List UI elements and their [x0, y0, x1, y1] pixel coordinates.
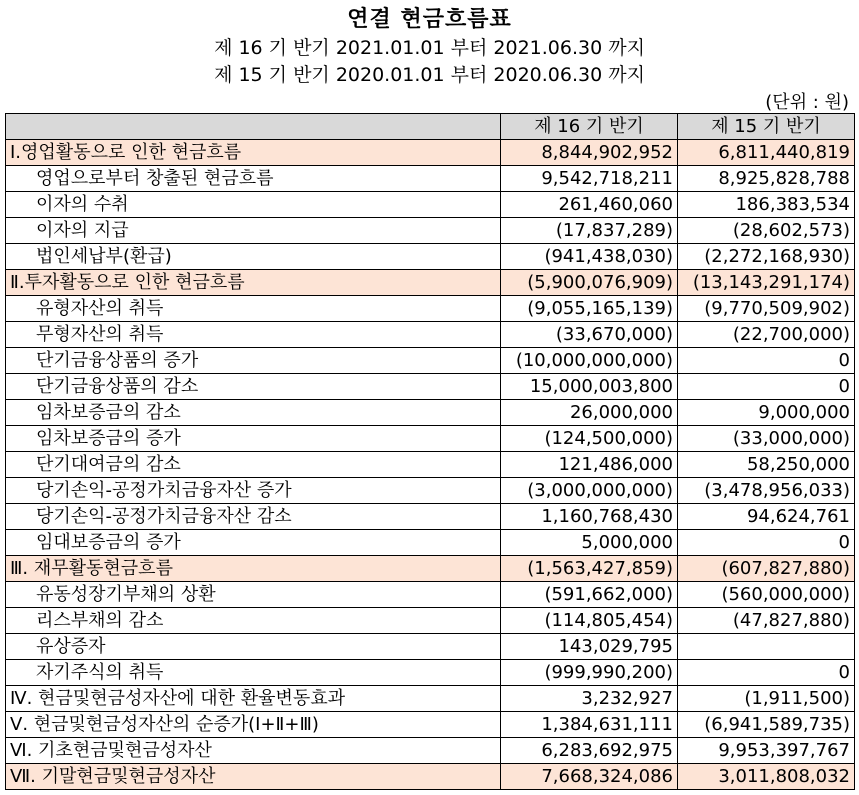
table-row	[6, 322, 855, 348]
row-current-value: 26,000,000	[501, 400, 678, 426]
row-label: Ⅲ. 재무활동현금흐름	[6, 556, 501, 582]
table-row	[6, 426, 855, 452]
row-current-value: 261,460,060	[501, 192, 678, 218]
row-prior-value: 3,011,808,032	[678, 764, 855, 790]
row-prior-value: (607,827,880)	[678, 556, 855, 582]
table-row	[6, 738, 855, 764]
row-prior-value: (33,000,000)	[678, 426, 855, 452]
row-current-value: (17,837,289)	[501, 218, 678, 244]
table-row	[6, 712, 855, 738]
row-prior-value: 186,383,534	[678, 192, 855, 218]
table-header-row	[6, 114, 855, 140]
row-current-value: 6,283,692,975	[501, 738, 678, 764]
row-current-value: (941,438,030)	[501, 244, 678, 270]
row-prior-value	[678, 634, 855, 660]
row-prior-value: (9,770,509,902)	[678, 296, 855, 322]
table-row	[6, 400, 855, 426]
table-row	[6, 296, 855, 322]
table-row-section	[6, 140, 855, 166]
table-row	[6, 218, 855, 244]
table-row	[6, 478, 855, 504]
row-label: 무형자산의 취득	[6, 322, 501, 348]
table-row	[6, 530, 855, 556]
row-prior-value: (13,143,291,174)	[678, 270, 855, 296]
row-label: 단기금융상품의 증가	[6, 348, 501, 374]
period-prior: 제 15 기 반기 2020.01.01 부터 2020.06.30 까지	[214, 64, 645, 86]
row-current-value: 5,000,000	[501, 530, 678, 556]
table-row	[6, 166, 855, 192]
row-prior-value: 0	[678, 660, 855, 686]
row-label: 단기금융상품의 감소	[6, 374, 501, 400]
row-label: 영업으로부터 창출된 현금흐름	[6, 166, 501, 192]
table-body	[6, 140, 855, 790]
unit-label: (단위 : 원)	[765, 92, 849, 113]
table-row	[6, 686, 855, 712]
row-prior-value: 94,624,761	[678, 504, 855, 530]
row-prior-value: 6,811,440,819	[678, 140, 855, 166]
row-current-value: (5,900,076,909)	[501, 270, 678, 296]
row-prior-value: 0	[678, 348, 855, 374]
table-row-section	[6, 270, 855, 296]
table-row	[6, 634, 855, 660]
table-row	[6, 192, 855, 218]
row-prior-value: 0	[678, 374, 855, 400]
row-current-value: 9,542,718,211	[501, 166, 678, 192]
row-label: Ⅵ. 기초현금및현금성자산	[6, 738, 501, 764]
table-row-section	[6, 556, 855, 582]
row-current-value: (10,000,000,000)	[501, 348, 678, 374]
table-row	[6, 660, 855, 686]
row-label: 유상증자	[6, 634, 501, 660]
row-label: 유동성장기부채의 상환	[6, 582, 501, 608]
row-label: 단기대여금의 감소	[6, 452, 501, 478]
row-prior-value: (560,000,000)	[678, 582, 855, 608]
row-label: 이자의 수취	[6, 192, 501, 218]
row-label: Ⅳ. 현금및현금성자산에 대한 환율변동효과	[6, 686, 501, 712]
header-prior: 제 15 기 반기	[678, 114, 855, 140]
cash-flow-table	[5, 113, 855, 790]
row-current-value: 1,384,631,111	[501, 712, 678, 738]
row-label: 이자의 지급	[6, 218, 501, 244]
row-label: Ⅱ.투자활동으로 인한 현금흐름	[6, 270, 501, 296]
row-current-value: 3,232,927	[501, 686, 678, 712]
table-row	[6, 452, 855, 478]
row-prior-value: 9,953,397,767	[678, 738, 855, 764]
period-current: 제 16 기 반기 2021.01.01 부터 2021.06.30 까지	[214, 37, 645, 59]
row-prior-value: (3,478,956,033)	[678, 478, 855, 504]
row-current-value: (114,805,454)	[501, 608, 678, 634]
table-row	[6, 608, 855, 634]
row-current-value: (33,670,000)	[501, 322, 678, 348]
row-prior-value: (6,941,589,735)	[678, 712, 855, 738]
row-prior-value: 8,925,828,788	[678, 166, 855, 192]
table-row-section	[6, 764, 855, 790]
row-prior-value: (1,911,500)	[678, 686, 855, 712]
row-current-value: 121,486,000	[501, 452, 678, 478]
row-label: 유형자산의 취득	[6, 296, 501, 322]
header-current: 제 16 기 반기	[501, 114, 678, 140]
row-label: 리스부채의 감소	[6, 608, 501, 634]
row-label: Ⅴ. 현금및현금성자산의 순증가(Ⅰ+Ⅱ+Ⅲ)	[6, 712, 501, 738]
row-current-value: (999,990,200)	[501, 660, 678, 686]
table-row	[6, 244, 855, 270]
statement-title: 연결 현금흐름표	[347, 7, 512, 32]
row-current-value: 15,000,003,800	[501, 374, 678, 400]
row-prior-value: (28,602,573)	[678, 218, 855, 244]
row-current-value: (1,563,427,859)	[501, 556, 678, 582]
row-current-value: 8,844,902,952	[501, 140, 678, 166]
table-row	[6, 504, 855, 530]
row-prior-value: (22,700,000)	[678, 322, 855, 348]
table-row	[6, 348, 855, 374]
row-label: 자기주식의 취득	[6, 660, 501, 686]
row-label: 임차보증금의 감소	[6, 400, 501, 426]
row-label: 임차보증금의 증가	[6, 426, 501, 452]
row-prior-value: 0	[678, 530, 855, 556]
row-prior-value: 9,000,000	[678, 400, 855, 426]
row-current-value: (9,055,165,139)	[501, 296, 678, 322]
row-current-value: 7,668,324,086	[501, 764, 678, 790]
table-row	[6, 582, 855, 608]
row-current-value: (591,662,000)	[501, 582, 678, 608]
row-label: 당기손익-공정가치금융자산 증가	[6, 478, 501, 504]
row-current-value: 143,029,795	[501, 634, 678, 660]
row-current-value: (3,000,000,000)	[501, 478, 678, 504]
row-label: Ⅰ.영업활동으로 인한 현금흐름	[6, 140, 501, 166]
header-corner	[6, 114, 501, 140]
row-prior-value: (2,272,168,930)	[678, 244, 855, 270]
row-label: Ⅶ. 기말현금및현금성자산	[6, 764, 501, 790]
row-current-value: 1,160,768,430	[501, 504, 678, 530]
row-label: 당기손익-공정가치금융자산 감소	[6, 504, 501, 530]
row-label: 법인세납부(환급)	[6, 244, 501, 270]
row-prior-value: 58,250,000	[678, 452, 855, 478]
table-row	[6, 374, 855, 400]
row-current-value: (124,500,000)	[501, 426, 678, 452]
row-label: 임대보증금의 증가	[6, 530, 501, 556]
row-prior-value: (47,827,880)	[678, 608, 855, 634]
